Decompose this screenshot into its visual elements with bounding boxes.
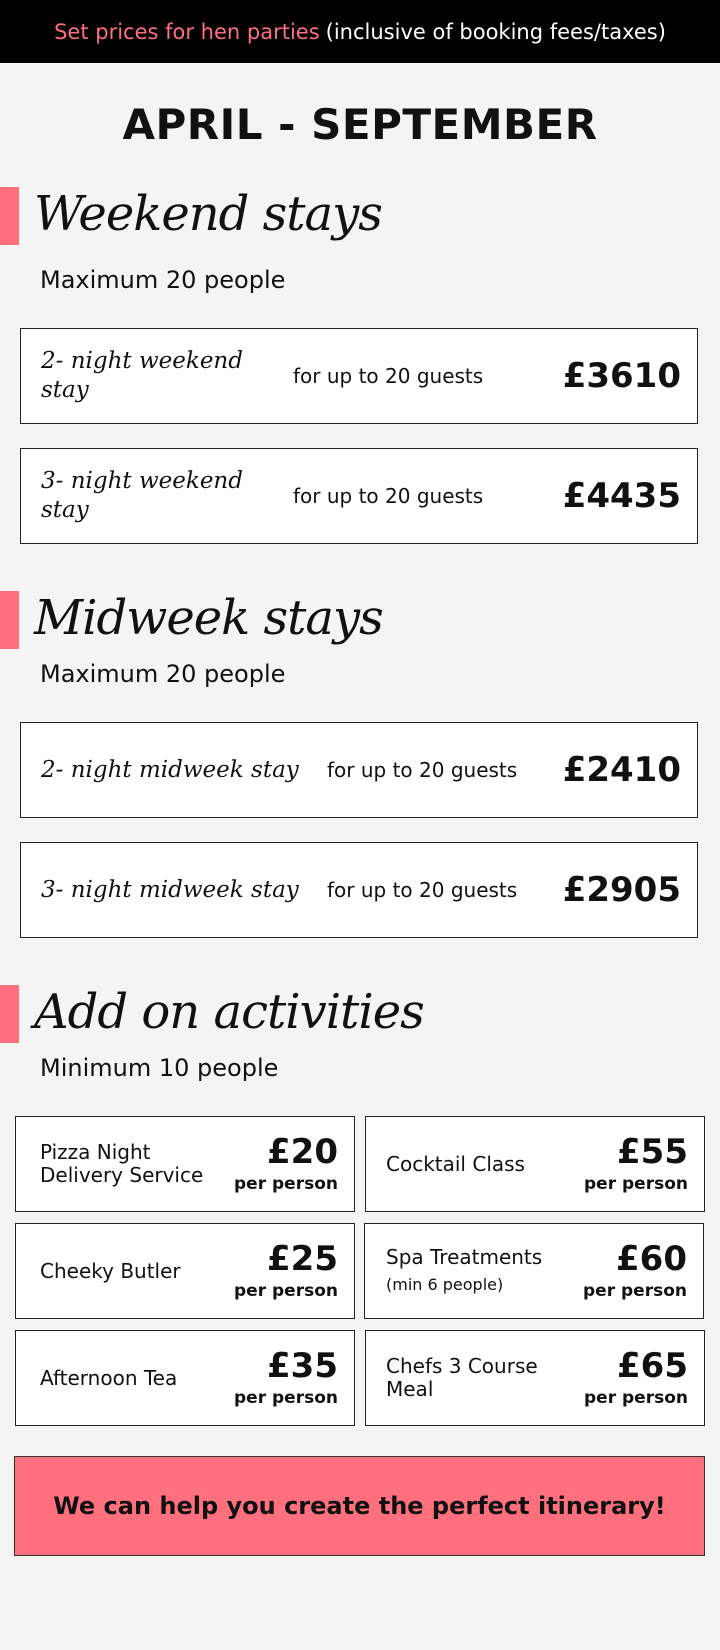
addon-price: £25 <box>267 1239 338 1279</box>
addon-name: Cheeky Butler <box>40 1258 181 1283</box>
addon-unit: per person <box>234 1388 338 1408</box>
addon-unit: per person <box>234 1281 338 1301</box>
stay-name <box>41 449 243 543</box>
addon-price: £60 <box>616 1239 687 1279</box>
addons-title: Add on activities <box>34 984 424 1040</box>
addon-name-line2: Delivery Service <box>40 1163 204 1187</box>
stay-price: £2905 <box>562 870 681 910</box>
addon-name-line2: Meal <box>386 1377 434 1401</box>
stay-name <box>41 329 243 423</box>
addon-unit: per person <box>234 1174 338 1194</box>
addon-unit: per person <box>583 1281 687 1301</box>
stay-name-line2: stay <box>41 497 89 523</box>
midweek-title: Midweek stays <box>34 590 383 646</box>
addon-name-line1: Spa Treatments <box>386 1245 543 1269</box>
stay-card-weekend-3-night[interactable] <box>20 448 698 544</box>
addon-name-line1: Pizza Night <box>40 1140 151 1164</box>
addon-card-cocktail-class[interactable] <box>365 1116 705 1212</box>
addon-price: £35 <box>267 1346 338 1386</box>
midweek-subtitle: Maximum 20 people <box>40 660 286 688</box>
stay-card-weekend-2-night[interactable] <box>20 328 698 424</box>
addon-price: £20 <box>267 1132 338 1172</box>
addons-subtitle: Minimum 10 people <box>40 1054 279 1082</box>
addon-price: £65 <box>617 1346 688 1386</box>
top-banner <box>0 0 720 63</box>
midweek-accent-bar <box>0 591 19 649</box>
stay-guests: for up to 20 guests <box>293 364 484 388</box>
weekend-accent-bar <box>0 187 19 245</box>
addon-card-afternoon-tea[interactable] <box>15 1330 355 1426</box>
stay-card-midweek-2-night[interactable] <box>20 722 698 818</box>
addon-name <box>40 1117 203 1211</box>
stay-price: £2410 <box>562 750 681 790</box>
addon-card-pizza-night[interactable] <box>15 1116 355 1212</box>
addon-name-line1: Chefs 3 Course <box>386 1354 538 1378</box>
addon-card-chefs-meal[interactable] <box>365 1330 705 1426</box>
banner-highlight: Set prices for hen parties <box>54 19 320 44</box>
stay-name: 2- night midweek stay <box>41 756 299 783</box>
stay-name-line1: 2- night weekend <box>41 348 243 374</box>
stay-guests: for up to 20 guests <box>327 758 518 782</box>
addon-card-cheeky-butler[interactable] <box>15 1223 355 1319</box>
addon-price: £55 <box>617 1132 688 1172</box>
weekend-title: Weekend stays <box>34 186 382 242</box>
addon-name <box>386 1331 538 1425</box>
addon-unit: per person <box>584 1174 688 1194</box>
itinerary-cta-button[interactable]: We can help you create the perfect itinerary! <box>14 1456 705 1556</box>
addons-accent-bar <box>0 985 19 1043</box>
addon-name: Cocktail Class <box>386 1151 525 1176</box>
stay-card-midweek-3-night[interactable] <box>20 842 698 938</box>
addon-name: Afternoon Tea <box>40 1365 178 1390</box>
season-heading: APRIL - SEPTEMBER <box>122 100 598 149</box>
addon-unit: per person <box>584 1388 688 1408</box>
weekend-subtitle: Maximum 20 people <box>40 266 286 294</box>
stay-name: 3- night midweek stay <box>41 876 299 903</box>
addon-card-spa-treatments[interactable] <box>364 1223 704 1319</box>
stay-price: £3610 <box>562 356 681 396</box>
stay-price: £4435 <box>562 476 681 516</box>
stay-name-line1: 3- night weekend <box>41 468 243 494</box>
stay-guests: for up to 20 guests <box>293 484 484 508</box>
addon-name <box>386 1224 542 1318</box>
stay-name-line2: stay <box>41 377 89 403</box>
addon-note: (min 6 people) <box>386 1275 504 1294</box>
banner-note: (inclusive of booking fees/taxes) <box>325 19 666 44</box>
stay-guests: for up to 20 guests <box>327 878 518 902</box>
